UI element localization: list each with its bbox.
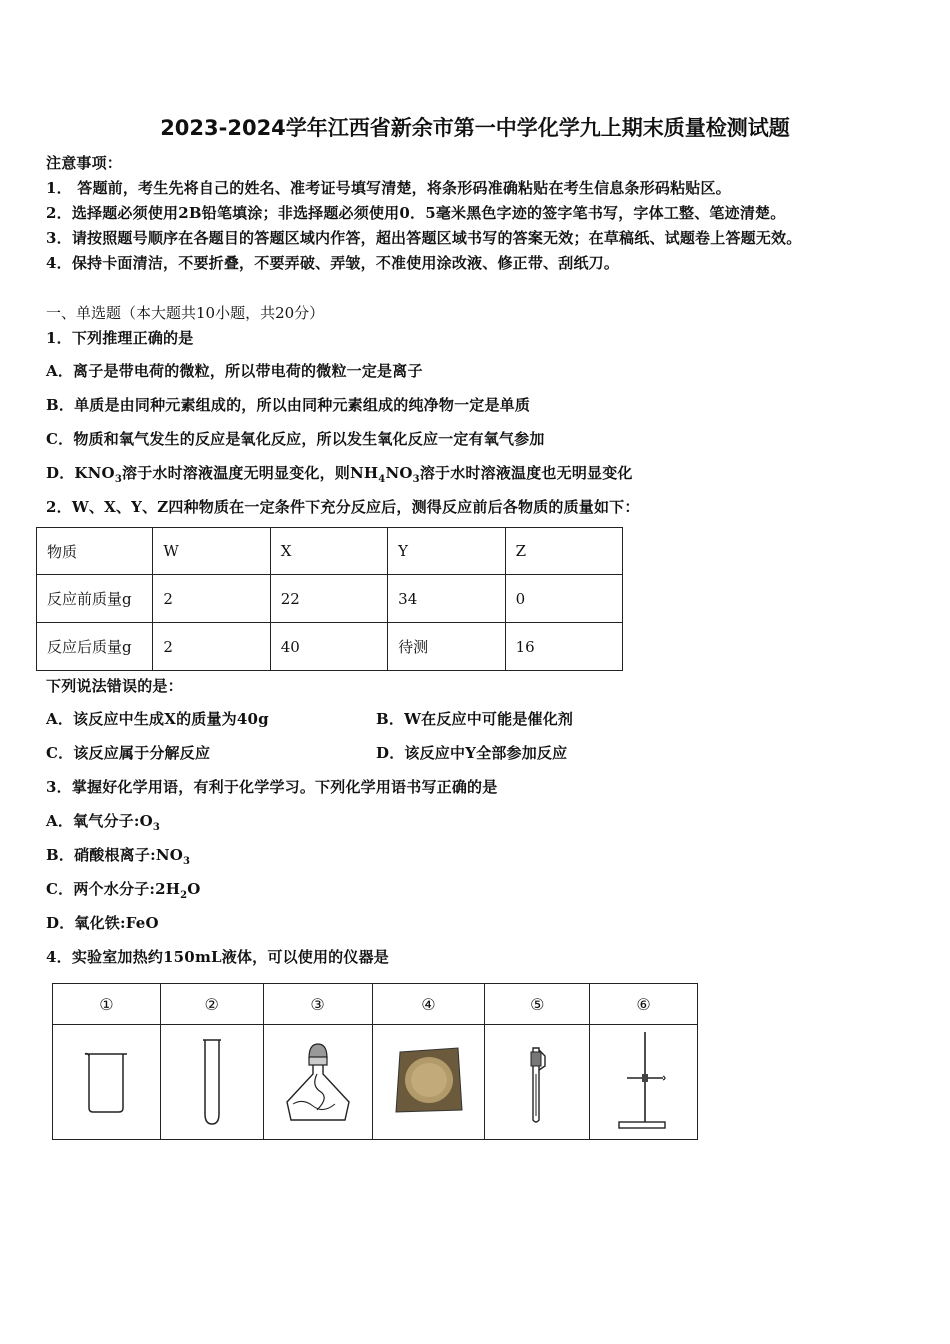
table-row <box>37 575 623 623</box>
notice-heading: 注意事项： <box>46 154 123 172</box>
test-tube-cell <box>160 1025 263 1140</box>
alcohol-lamp-cell <box>263 1025 372 1140</box>
table-cell: 2 <box>153 623 270 671</box>
asbestos-gauze-icon <box>388 1040 468 1120</box>
table-cell: 40 <box>270 623 387 671</box>
alcohol-lamp-icon <box>273 1030 363 1130</box>
instrument-label: ④ <box>372 984 485 1025</box>
instrument-label: ② <box>160 984 263 1025</box>
notice-item-1: 1． 答题前，考生先将自己的姓名、准考证号填写清楚，将条形码准确粘贴在考生信息条形码粘贴区。 <box>46 179 731 197</box>
q2-stem: 2．W、X、Y、Z四种物质在一定条件下充分反应后，测得反应前后各物质的质量如下： <box>46 498 640 516</box>
page-title: 2023-2024学年江西省新余市第一中学化学九上期末质量检测试题 <box>160 116 790 140</box>
test-tube-holder-icon <box>517 1030 557 1130</box>
table-cell: 22 <box>270 575 387 623</box>
q3-option-b: B．硝酸根离子$:NO_3$ <box>46 846 191 867</box>
table-row <box>37 623 623 671</box>
instrument-label: ③ <box>263 984 372 1025</box>
table-cell: 反应后质量g <box>37 623 153 671</box>
q2-mass-table <box>36 527 623 671</box>
q4-stem: 4．实验室加热约150mL液体，可以使用的仪器是 <box>46 948 389 966</box>
q4-instrument-table <box>52 983 698 1140</box>
q1-option-a: A．离子是带电荷的微粒，所以带电荷的微粒一定是离子 <box>46 362 423 380</box>
q3-option-d: D．氧化铁:FeO <box>46 914 159 932</box>
q2-option-d: D．该反应中Y全部参加反应 <box>376 744 568 762</box>
q1-option-d: D．$KNO_3$溶于水时溶液温度无明显变化，则$NH_4NO_3$溶于水时溶液温度也无明显变化 <box>46 464 633 485</box>
instrument-label: ① <box>53 984 161 1025</box>
beaker-cell <box>53 1025 161 1140</box>
instrument-label: ⑤ <box>485 984 590 1025</box>
table-cell: Y <box>388 528 505 575</box>
instrument-label: ⑥ <box>590 984 698 1025</box>
notice-item-2: 2．选择题必须使用2B铅笔填涂；非选择题必须使用0．5毫米黑色字迹的签字笔书写，字体工整、笔迹清楚。 <box>46 204 786 222</box>
iron-stand-icon <box>609 1026 679 1134</box>
section-heading: 一、单选题（本大题共10小题，共20分） <box>46 304 325 322</box>
table-cell: 待测 <box>388 623 505 671</box>
table-cell: W <box>153 528 270 575</box>
table-cell: X <box>270 528 387 575</box>
table-cell: 0 <box>505 575 622 623</box>
q1-stem: 1．下列推理正确的是 <box>46 329 194 347</box>
q3-option-c: C．两个水分子$:2H_2O$ <box>46 880 201 901</box>
q2-option-b: B．W在反应中可能是催化剂 <box>376 710 574 728</box>
test-tube-icon <box>192 1030 232 1130</box>
beaker-icon <box>71 1040 141 1120</box>
table-cell: 2 <box>153 575 270 623</box>
q1-option-c: C．物质和氧气发生的反应是氧化反应，所以发生氧化反应一定有氧气参加 <box>46 430 545 448</box>
q3-stem: 3．掌握好化学用语，有利于化学学习。下列化学用语书写正确的是 <box>46 778 498 796</box>
tongs-cell <box>485 1025 590 1140</box>
table-cell: 16 <box>505 623 622 671</box>
q3-option-a: A．氧气分子$:O_3$ <box>46 812 161 833</box>
table-row <box>37 528 623 575</box>
table-row <box>53 1025 698 1140</box>
q1-option-b: B．单质是由同种元素组成的，所以由同种元素组成的纯净物一定是单质 <box>46 396 531 414</box>
q2-question: 下列说法错误的是： <box>46 677 183 695</box>
notice-item-4: 4．保持卡面清洁，不要折叠，不要弄破、弄皱，不准使用涂改液、修正带、刮纸刀。 <box>46 254 620 272</box>
evaporating-dish-cell <box>372 1025 485 1140</box>
table-cell: 物质 <box>37 528 153 575</box>
notice-item-3: 3．请按照题号顺序在各题目的答题区域内作答，超出答题区域书写的答案无效；在草稿纸、试题卷上答题无效。 <box>46 229 802 247</box>
table-cell: 34 <box>388 575 505 623</box>
table-cell: Z <box>505 528 622 575</box>
table-row <box>53 984 698 1025</box>
table-cell: 反应前质量g <box>37 575 153 623</box>
q2-option-a: A．该反应中生成X的质量为40g <box>46 710 269 728</box>
q2-option-c: C．该反应属于分解反应 <box>46 744 211 762</box>
iron-stand-cell <box>590 1025 698 1140</box>
